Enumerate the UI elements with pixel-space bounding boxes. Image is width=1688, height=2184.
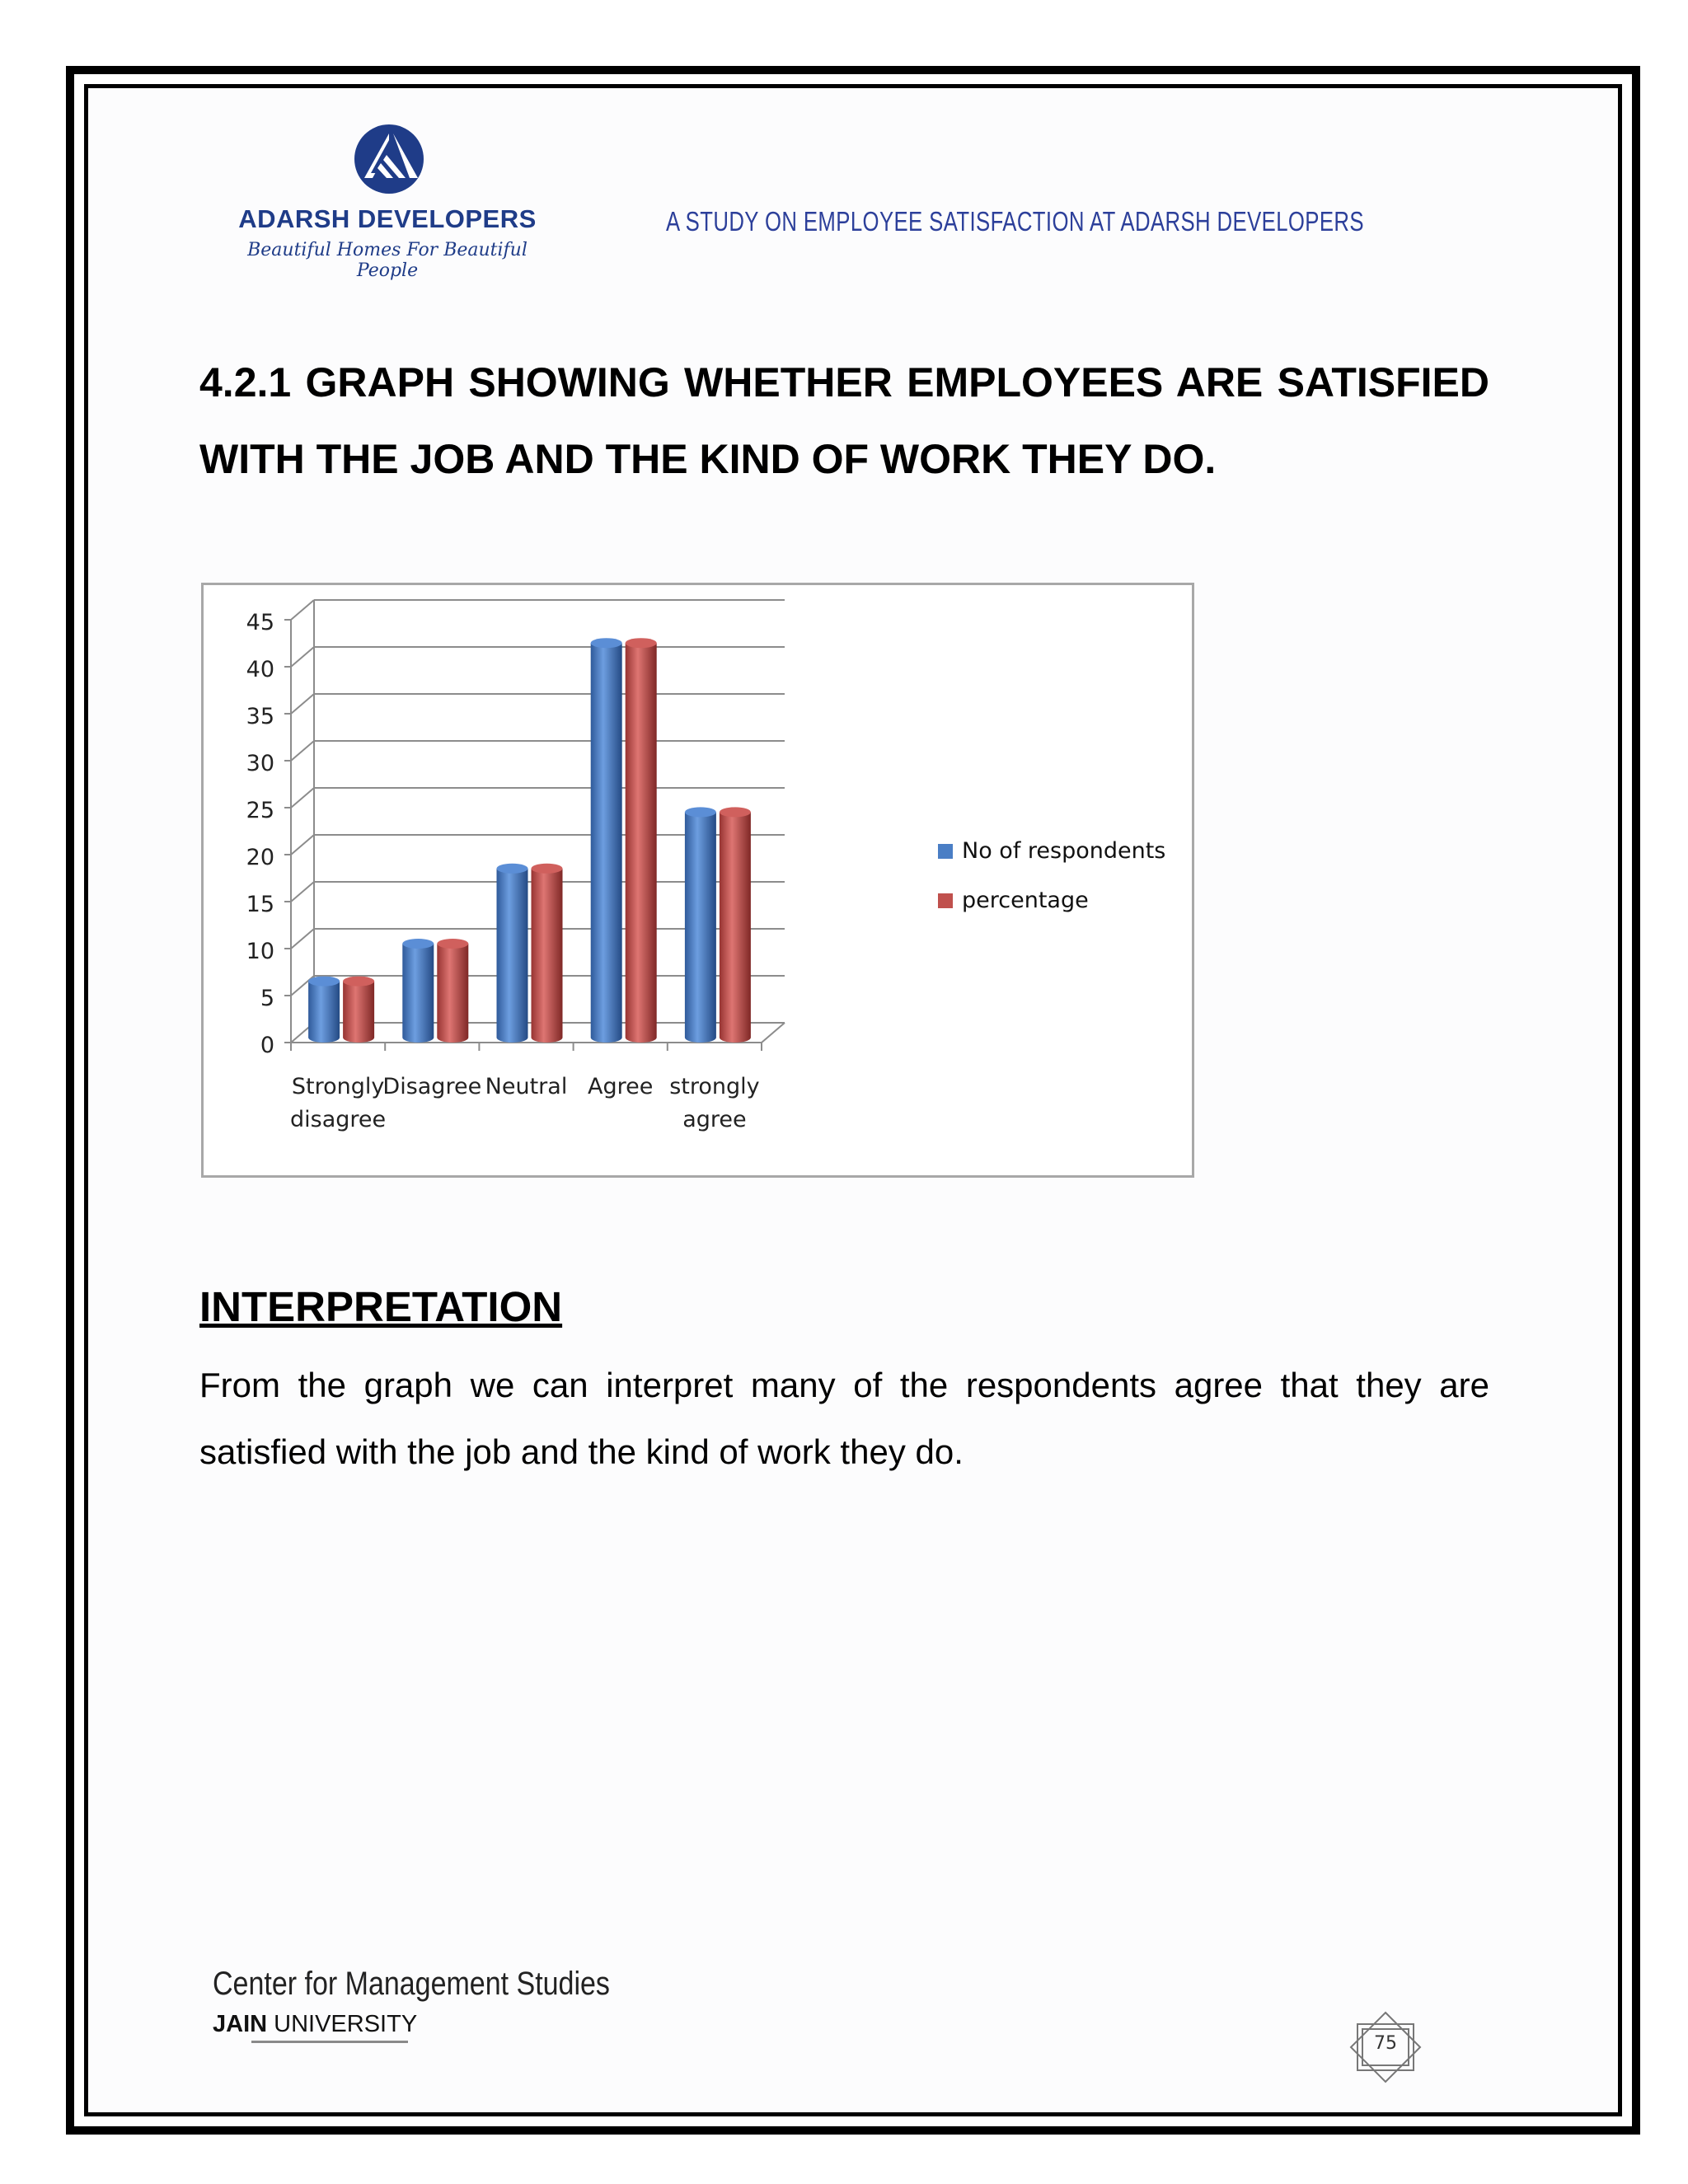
- interpretation-text: From the graph we can interpret many of the respondents agree that they are satisfied with the job and the kind of work they do.: [199, 1366, 1489, 1471]
- floor-edge: [762, 1023, 785, 1043]
- gridline-side: [291, 882, 314, 902]
- y-tick-label: 15: [246, 892, 274, 917]
- x-tick-label: Strongly: [291, 1074, 385, 1099]
- x-tick-label: Agree: [588, 1074, 654, 1099]
- bar: [437, 944, 468, 1043]
- bar: [591, 643, 622, 1043]
- page-number-badge: [1346, 2011, 1425, 2083]
- footer-center-name: Center for Management Studies: [213, 1966, 610, 2002]
- bar: [308, 982, 340, 1043]
- gridline-side: [291, 788, 314, 808]
- gridline-side: [291, 694, 314, 714]
- bar: [343, 982, 374, 1043]
- bar-top: [343, 977, 374, 987]
- bar-top: [591, 638, 622, 648]
- legend-swatch: [938, 844, 953, 859]
- y-tick-label: 5: [260, 986, 274, 1011]
- footer-fine-print: [251, 2041, 408, 2043]
- company-logo: [223, 122, 552, 281]
- y-tick-label: 10: [246, 939, 274, 964]
- y-tick-label: 45: [246, 610, 274, 635]
- study-title: A STUDY ON EMPLOYEE SATISFACTION AT ADARSH DEVELOPERS: [666, 206, 1364, 237]
- bar: [402, 944, 434, 1043]
- x-tick-label: agree: [682, 1107, 747, 1132]
- bar-chart: [204, 585, 1192, 1175]
- gridline-side: [291, 600, 314, 620]
- y-tick-label: 40: [246, 657, 274, 682]
- interpretation-title: INTERPRETATION: [199, 1283, 563, 1330]
- gridline-side: [291, 647, 314, 667]
- footer-university-rest: UNIVERSITY: [267, 2011, 418, 2037]
- x-tick-label: Neutral: [485, 1074, 568, 1099]
- x-tick-label: strongly: [669, 1074, 760, 1099]
- chart-container: [201, 583, 1194, 1178]
- bar-top: [437, 939, 468, 949]
- footer-university: [213, 2011, 417, 2038]
- bar-top: [497, 864, 528, 874]
- bar: [720, 812, 751, 1043]
- company-name: ADARSH DEVELOPERS: [238, 204, 537, 233]
- bar-top: [685, 807, 716, 817]
- y-tick-label: 35: [246, 704, 274, 729]
- bar-top: [532, 864, 563, 874]
- y-tick-label: 0: [260, 1033, 274, 1058]
- y-tick-label: 30: [246, 751, 274, 776]
- bar-top: [720, 807, 751, 817]
- gridline-side: [291, 929, 314, 949]
- footer-university-bold: JAIN: [213, 2011, 268, 2037]
- bar: [532, 869, 563, 1043]
- bar-top: [402, 939, 434, 949]
- company-tagline: Beautiful Homes For Beautiful People: [247, 240, 528, 281]
- gridline-side: [291, 741, 314, 761]
- legend-label: No of respondents: [962, 838, 1166, 864]
- x-tick-label: disagree: [290, 1107, 387, 1132]
- gridline-side: [291, 835, 314, 855]
- bar: [497, 869, 528, 1043]
- bar-top: [626, 638, 657, 648]
- y-tick-label: 25: [246, 798, 274, 823]
- page-number: 75: [1374, 2033, 1397, 2054]
- y-tick-label: 20: [246, 845, 274, 870]
- legend-swatch: [938, 893, 953, 908]
- bar-top: [308, 977, 340, 987]
- section-heading: 4.2.1 GRAPH SHOWING WHETHER EMPLOYEES ARE SATISFIED WITH THE JOB AND THE KIND OF WORK THEY DO.: [199, 359, 1489, 482]
- bar: [626, 643, 657, 1043]
- x-tick-label: Disagree: [382, 1074, 482, 1099]
- adarsh-logo-icon: [223, 122, 552, 204]
- bar: [685, 812, 716, 1043]
- legend-label: percentage: [962, 888, 1089, 913]
